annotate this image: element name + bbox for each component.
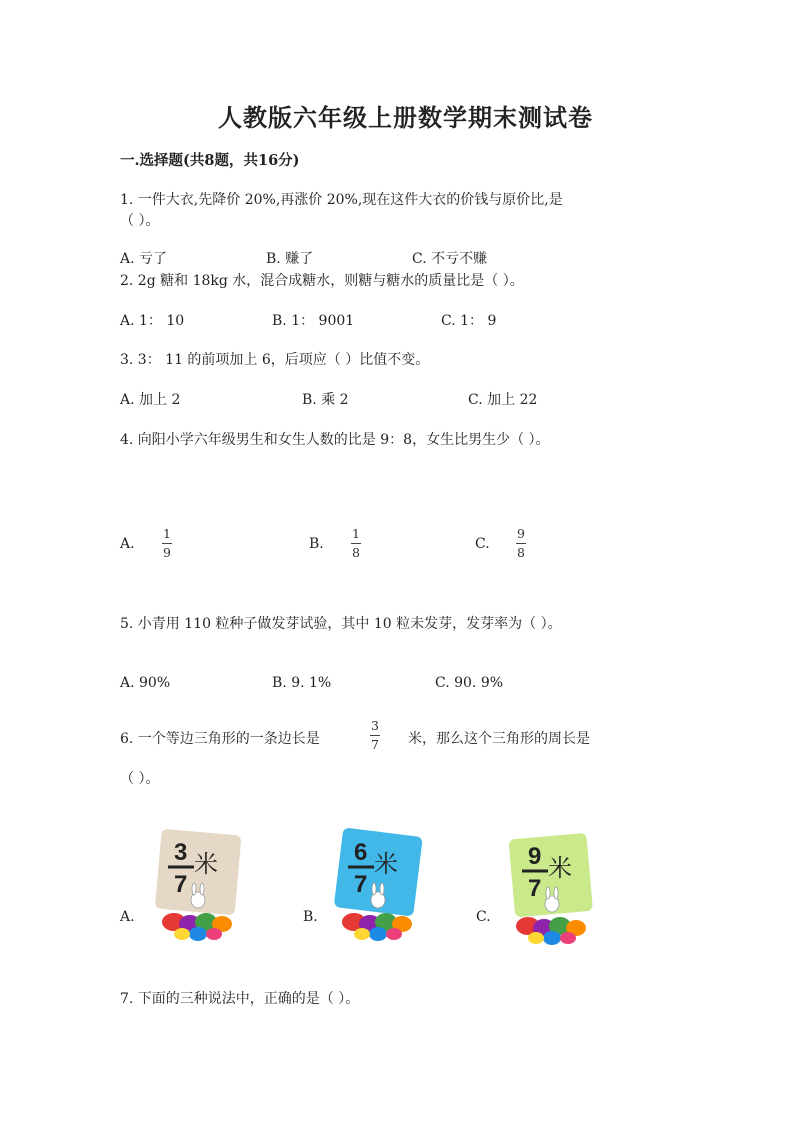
question-7-text: 7. 下面的三种说法中，正确的是（ ）。 xyxy=(120,991,360,1007)
question-6-side-fraction xyxy=(370,719,380,752)
question-4-option-b-fraction[interactable] xyxy=(351,527,361,560)
fraction-bar xyxy=(162,543,172,544)
question-1-option-a[interactable]: A. 亏了 xyxy=(120,251,168,267)
question-6-text-start: 6. 一个等边三角形的一条边长是 xyxy=(120,731,320,747)
fraction-bar xyxy=(351,543,361,544)
page-title: 人教版六年级上册数学期末测试卷 xyxy=(218,103,593,132)
question-3-text: 3. 3： 11 的前项加上 6，后项应（ ）比值不变。 xyxy=(120,352,430,368)
question-2-option-a[interactable]: A. 1： 10 xyxy=(120,313,185,329)
question-5-text: 5. 小青用 110 粒种子做发芽试验，其中 10 粒未发芽，发芽率为（ ）。 xyxy=(120,616,562,632)
denominator: 7 xyxy=(371,737,379,752)
card-unit: 米 xyxy=(548,854,572,882)
denominator: 9 xyxy=(163,545,171,560)
card-unit: 米 xyxy=(194,850,218,878)
card-numerator: 6 xyxy=(354,839,368,866)
question-5-option-a[interactable]: A. 90% xyxy=(120,675,171,691)
question-1-option-c[interactable]: C. 不亏不赚 xyxy=(412,251,488,267)
denominator: 8 xyxy=(352,545,360,560)
question-1-blank: （ ）。 xyxy=(120,213,160,229)
numerator: 1 xyxy=(163,526,171,541)
question-3-option-b[interactable]: B. 乘 2 xyxy=(302,392,349,408)
question-6-option-a-card[interactable] xyxy=(148,826,248,944)
section-heading: 一.选择题(共8题，共16分) xyxy=(120,152,300,169)
question-4-option-b-label[interactable]: B. xyxy=(309,536,324,552)
question-3-option-a[interactable]: A. 加上 2 xyxy=(120,392,181,408)
fraction-bar xyxy=(516,543,526,544)
question-6-option-b-card[interactable] xyxy=(328,826,428,944)
question-6-option-b-label[interactable]: B. xyxy=(303,909,318,925)
question-4-option-c-fraction[interactable] xyxy=(516,527,526,560)
numerator: 9 xyxy=(517,526,525,541)
question-5-option-b[interactable]: B. 9. 1% xyxy=(272,675,332,691)
question-2-text: 2. 2g 糖和 18kg 水，混合成糖水，则糖与糖水的质量比是（ ）。 xyxy=(120,273,524,289)
question-1-text: 1. 一件大衣,先降价 20%,再涨价 20%,现在这件大衣的价钱与原价比,是 xyxy=(120,192,563,208)
question-4-option-c-label[interactable]: C. xyxy=(475,536,490,552)
question-5-option-c[interactable]: C. 90. 9% xyxy=(435,675,504,691)
question-6-text-end: 米，那么这个三角形的周长是 xyxy=(408,731,590,747)
question-4-option-a-fraction[interactable] xyxy=(162,527,172,560)
denominator: 8 xyxy=(517,545,525,560)
numerator: 3 xyxy=(371,718,379,733)
question-2-option-c[interactable]: C. 1： 9 xyxy=(441,313,497,329)
card-denominator: 7 xyxy=(354,871,368,898)
question-4-text: 4. 向阳小学六年级男生和女生人数的比是 9：8，女生比男生少（ ）。 xyxy=(120,432,550,448)
question-6-option-c-card[interactable] xyxy=(502,830,602,948)
question-3-option-c[interactable]: C. 加上 22 xyxy=(468,392,538,408)
question-6-blank: （ ）。 xyxy=(120,771,160,787)
numerator: 1 xyxy=(352,526,360,541)
card-numerator: 9 xyxy=(528,843,542,870)
card-unit: 米 xyxy=(374,850,398,878)
question-1-option-b[interactable]: B. 赚了 xyxy=(266,251,314,267)
card-numerator: 3 xyxy=(174,839,188,866)
card-denominator: 7 xyxy=(174,871,188,898)
question-6-option-c-label[interactable]: C. xyxy=(476,909,491,925)
card-denominator: 7 xyxy=(528,875,542,902)
fraction-bar xyxy=(370,735,380,736)
question-2-option-b[interactable]: B. 1： 9001 xyxy=(272,313,355,329)
question-4-option-a-label[interactable]: A. xyxy=(120,536,135,552)
question-6-option-a-label[interactable]: A. xyxy=(120,909,135,925)
